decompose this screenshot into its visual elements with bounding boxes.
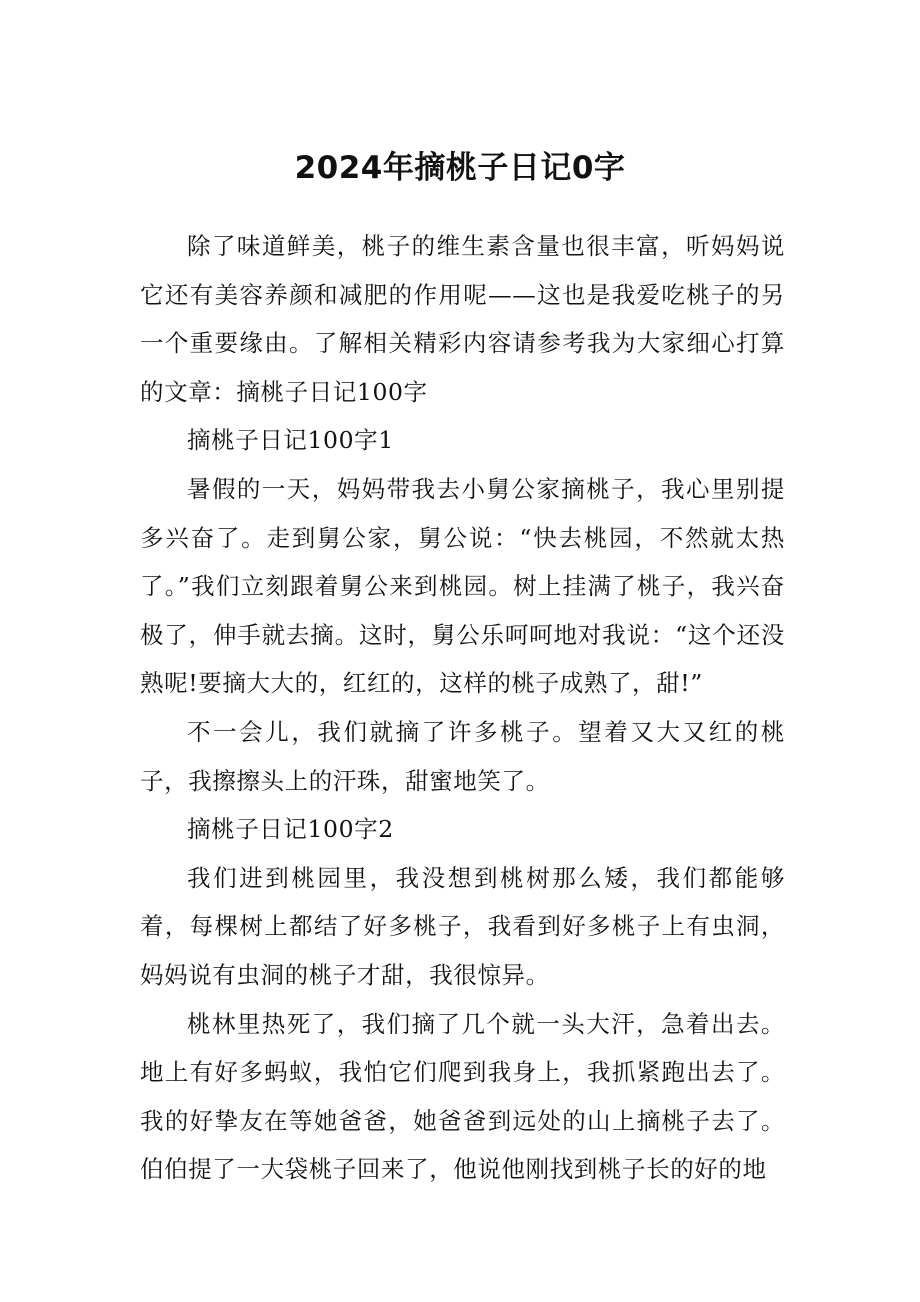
document-body bbox=[140, 222, 785, 1194]
body-paragraph: 桃林里热死了，我们摘了几个就一头大汗，急着出去。地上有好多蚂蚁，我怕它们爬到我身上，我抓紧跑出去了。我的好挚友在等她爸爸，她爸爸到远处的山上摘桃子去了。伯伯提了一大袋桃子回来了，他说他刚找到桃子长的好的地 bbox=[140, 1009, 785, 1184]
section-heading-2: 摘桃子日记100字2 bbox=[187, 815, 394, 844]
section-heading-1: 摘桃子日记100字1 bbox=[187, 426, 394, 455]
body-paragraph: 不一会儿，我们就摘了许多桃子。望着又大又红的桃子，我擦擦头上的汗珠，甜蜜地笑了。 bbox=[140, 717, 785, 795]
intro-paragraph: 除了味道鲜美，桃子的维生素含量也很丰富，听妈妈说它还有美容养颜和减肥的作用呢——这也是我爱吃桃子的另一个重要缘由。了解相关精彩内容请参考我为大家细心打算的文章：摘桃子日记100字 bbox=[140, 232, 785, 406]
body-paragraph: 我们进到桃园里，我没想到桃树那么矮，我们都能够着，每棵树上都结了好多桃子，我看到好多桃子上有虫洞，妈妈说有虫洞的桃子才甜，我很惊异。 bbox=[140, 863, 785, 989]
document-title: 2024年摘桃子日记0字 bbox=[294, 150, 626, 186]
body-paragraph: 暑假的一天，妈妈带我去小舅公家摘桃子，我心里别提多兴奋了。走到舅公家，舅公说：“快去桃园，不然就太热了。”我们立刻跟着舅公来到桃园。树上挂满了桃子，我兴奋极了，伸手就去摘。这时，舅公乐呵呵地对我说：“这个还没熟呢!要摘大大的，红红的，这样的桃子成熟了，甜!” bbox=[140, 474, 785, 698]
